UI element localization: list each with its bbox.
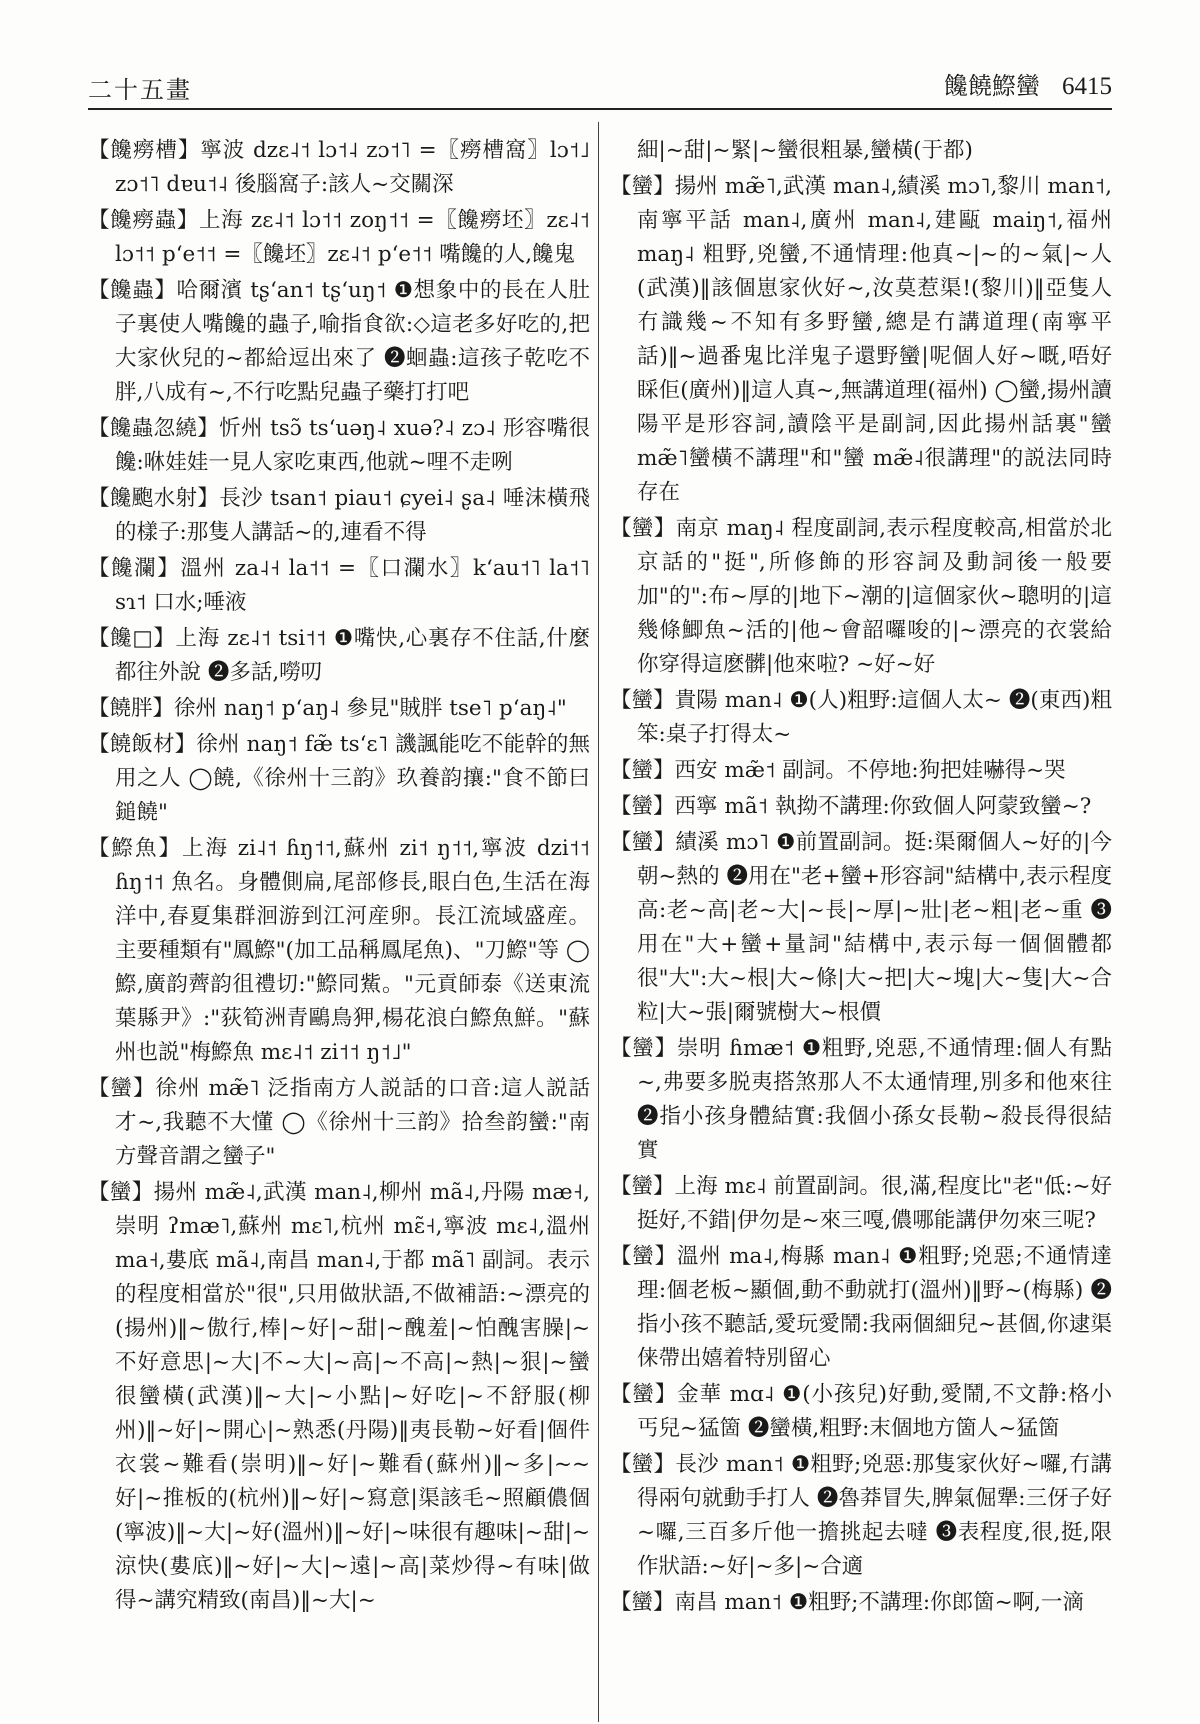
running-head <box>944 66 1112 101</box>
dictionary-entry: 【蠻】揚州 mæ̃˨,武漢 man˨,柳州 mã˨,丹陽 mæ˧,崇明 ʔmæ˥,蘇州 mɛ˥,杭州 mɛ̃˧,寧波 mɛ˨,溫州 ma˧,婁底 mã˨,南昌 man˨,于都 mã˥ 副詞。表示的程度相當於"很",只用做狀語,不做補語:~漂亮的(揚州)‖~傲行,棒|~好|~甜|~醜羞|~怕醜害臊|~不好意思|~大|不~大|~高|~不高|~熱|~狠|~蠻很蠻橫(武漢)‖~大|~小點|~好吃|~不舒服(柳州)‖~好|~開心|~熟悉(丹陽)‖夷長勒~好看|個件衣裳~難看(崇明)‖~好|~難看(蘇州)‖~多|~~好|~推板的(杭州)‖~好|~寫意|渠該毛~照顧儂個(寧波)‖~大|~好(溫州)‖~好|~味很有趣味|~甜|~涼快(婁底)‖~好|~大|~遠|~高|菜炒得~有味|做得~講究精致(南昌)‖~大|~ <box>88 1180 590 1613</box>
dictionary-entry: 【饞瀾】溫州 za˨˧ la˦˦ =〖口瀾水〗kʻau˦˥ la˦˥ sɿ˦ 口水;唾液 <box>88 556 590 615</box>
right-column <box>610 134 1112 1622</box>
head-characters: 饞饒鰶蠻 <box>944 72 1040 100</box>
left-column <box>88 134 590 1620</box>
dictionary-entry: 【蠻】溫州 ma˨,梅縣 man˨ ❶粗野;兇惡;不通情達理:個老板~顯個,動不動就打(溫州)‖野~(梅縣) ❷指小孩不聽話,愛玩愛鬧:我兩個細兒~甚個,你逮渠俫帶出嬉着特別留心 <box>610 1244 1112 1371</box>
dictionary-entry: 【蠻】長沙 man˦ ❶粗野;兇惡:那隻家伙好~囉,冇講得兩句就動手打人 ❷魯莽冒失,脾氣倔犟:三伢子好~囉,三百多斤他一擔挑起去噠 ❸表程度,很,挺,限作狀語:~好|~多|~合適 <box>610 1452 1112 1579</box>
dictionary-entry: 【鰶魚】上海 zi˨˦ ɦŋ˦˦,蘇州 zi˦ ŋ˦˦,寧波 dzi˦˦ ɦŋ˦˦ 魚名。身體側扁,尾部修長,眼白色,生活在海洋中,春夏集群洄游到江河産卵。長江流域盛産。主要種類有"鳳鰶"(加工品稱鳳尾魚)、"刀鰶"等 ◯鰶,廣韵薺韵徂禮切:"鰶同鮆。"元貢師泰《送東流葉縣尹》:"荻筍洲青鷗鳥狎,楊花浪白鰶魚鮮。"蘇州也説"梅鰶魚 mɛ˨˦ zi˦˦ ŋ˦˩" <box>88 836 590 1065</box>
dictionary-entry: 【蠻】揚州 mæ̃˥,武漢 man˨,績溪 mɔ˥,黎川 man˦,南寧平話 man˨,廣州 man˨,建甌 maiŋ˦,福州 maŋ˨ 粗野,兇蠻,不通情理:他真~|~的~氣|~人(武漢)‖該個崽家伙好~,汝莫惹渠!(黎川)‖亞隻人冇識幾~不知有多野蠻,總是冇講道理(南寧平話)‖~過番鬼比洋鬼子還野蠻|呢個人好~嘅,唔好睬佢(廣州)‖這人真~,無講道理(福州) ◯蠻,揚州讀陽平是形容詞,讀陰平是副詞,因此揚州話裏"蠻 mæ̃˥蠻橫不講理"和"蠻 mæ̃˨很講理"的説法同時存在 <box>610 174 1112 505</box>
dictionary-entry: 【蠻】南昌 man˦ ❶粗野;不講理:你郎箇~啊,一滴 <box>610 1590 1084 1615</box>
page-header <box>88 58 1112 108</box>
dictionary-entry: 【蠻】西寧 mã˦ 執拗不講理:你致個人阿蒙致蠻~? <box>610 794 1092 819</box>
dictionary-entry: 【蠻】上海 mɛ˨ 前置副詞。很,滿,程度比"老"低:~好挺好,不錯|伊勿是~來三嘎,儂哪能講伊勿來三呢? <box>610 1174 1112 1233</box>
dictionary-entry: 【蠻】崇明 ɦmæ˦ ❶粗野,兇惡,不通情理:個人有點~,弗要多脱夷搭煞那人不太通情理,別多和他來往 ❷指小孩身體結實:我個小孫女長勒~殺長得很結實 <box>610 1036 1112 1163</box>
dictionary-entry: 【蠻】金華 mɑ˨ ❶(小孩兒)好動,愛鬧,不文静:格小丐兒~猛箇 ❷蠻橫,粗野:末個地方箇人~猛箇 <box>610 1382 1112 1441</box>
dictionary-entry: 【蠻】徐州 mæ̃˥ 泛指南方人説話的口音:這人説話才~,我聽不大懂 ◯《徐州十三韵》拾叁韵蠻:"南方聲音謂之蠻子" <box>88 1076 590 1169</box>
dictionary-entry: 【蠻】南京 maŋ˨ 程度副詞,表示程度較高,相當於北京話的"挺",所修飾的形容詞及動詞後一般要加"的":布~厚的|地下~潮的|這個家伙~聰明的|這幾條鯽魚~活的|他~會韶囉唆的|~漂亮的衣裳給你穿得這麽髒|他來啦? ~好~好 <box>610 516 1112 677</box>
dictionary-entry: 【饞颮水射】長沙 tsan˦ piau˦ ɕyei˨ ʂa˨ 唾沫橫飛的樣子:那隻人講話~的,連看不得 <box>88 486 590 545</box>
dictionary-entry: 【饒胖】徐州 naŋ˦ pʻaŋ˨ 參見"賊胖 tse˥ pʻaŋ˨" <box>88 696 567 721</box>
dictionary-entry: 【蠻】西安 mæ̃˦ 副詞。不停地:狗把娃嚇得~哭 <box>610 758 1066 783</box>
dictionary-entry: 【蠻】貴陽 man˨ ❶(人)粗野:這個人太~ ❷(東西)粗笨:桌子打得太~ <box>610 688 1112 747</box>
dictionary-entry: 【饞蟲】哈爾濱 tʂʻan˦ tʂʻuŋ˦ ❶想象中的長在人肚子裏使人嘴饞的蟲子,喻指食欲:◇這老多好吃的,把大家伙兒的~都給逗出來了 ❷蛔蟲:這孩子乾吃不胖,八成有~,不行吃點兒蟲子藥打打吧 <box>88 278 590 405</box>
column-divider <box>598 122 599 1722</box>
dictionary-entry: 【饞蟲忽繞】忻州 tsɔ̃ tsʻuəŋ˨ xuə?˨ zɔ˨ 形容嘴很饞:咻娃娃一見人家吃東西,他就~哩不走咧 <box>88 416 590 475</box>
header-rule <box>88 108 1112 110</box>
dictionary-entry: 【饞□】上海 zɛ˨˦ tsi˦˦ ❶嘴快,心裏存不住話,什麼都往外說 ❷多話,嘮叨 <box>88 626 590 685</box>
dictionary-entry: 【饞癆槽】寧波 dzɛ˨˦ lɔ˦˨ zɔ˦˥ =〖癆槽窩〗lɔ˦˩ zɔ˦˥ dɐu˦˨ 後腦窩子:該人~交關深 <box>88 138 590 197</box>
section-title: 二十五畫 <box>88 76 192 104</box>
page-number: 6415 <box>1062 73 1112 100</box>
dictionary-entry: 【饞癆蟲】上海 zɛ˨˦ lɔ˦˦ zoŋ˦˦ =〖饞癆坯〗zɛ˨˦ lɔ˦˦ pʻe˦˦ =〖饞坯〗zɛ˨˦ pʻe˦˦ 嘴饞的人,饞鬼 <box>88 208 590 267</box>
dictionary-entry-continued: 細|~甜|~緊|~蠻很粗暴,蠻橫(于都) <box>637 138 973 163</box>
dictionary-entry: 【蠻】績溪 mɔ˥ ❶前置副詞。挺:渠爾個人~好的|今朝~熱的 ❷用在"老+蠻+形容詞"結構中,表示程度高:老~高|老~大|~長|~厚|~壯|老~粗|老~重 ❸用在"大+蠻+量詞"結構中,表示每一個個體都很"大":大~根|大~條|大~把|大~塊|大~隻|大~合粒|大~張|爾號樹大~根價 <box>610 830 1112 1025</box>
dictionary-entry: 【饒飯材】徐州 naŋ˦ fæ̃ tsʻɛ˥ 譏諷能吃不能幹的無用之人 ◯饒,《徐州十三韵》玖養韵攘:"食不節曰鎚饒" <box>88 732 590 825</box>
